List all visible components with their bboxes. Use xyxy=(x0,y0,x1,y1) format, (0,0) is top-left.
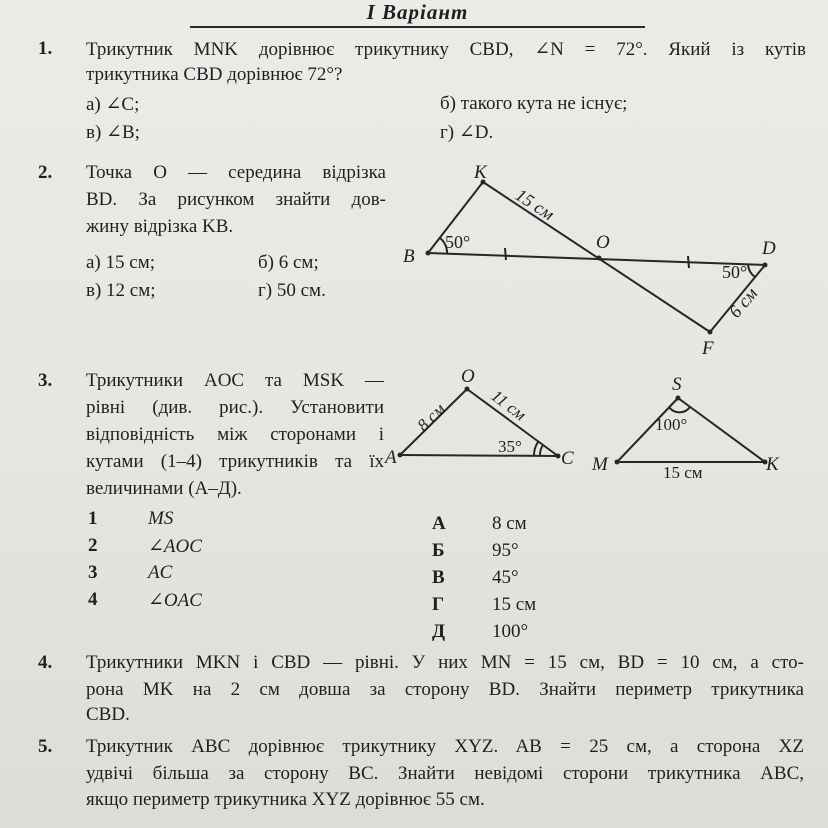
match-item-number: 4 xyxy=(88,589,98,610)
match-item-number: 2 xyxy=(88,535,98,556)
q2-option-a: а) 15 см; xyxy=(86,252,155,273)
answer-value: 45° xyxy=(492,567,519,588)
angle-arc-s xyxy=(669,407,690,412)
label-k3: K xyxy=(766,454,779,475)
answer-value: 100° xyxy=(492,621,529,642)
label-s: S xyxy=(672,374,682,395)
q2-text-line1: Точка O — середина відрізка xyxy=(86,162,386,183)
q1-option-d: г) ∠D. xyxy=(440,122,494,143)
variant-header: I Варіант xyxy=(190,0,645,28)
q1-option-a: а) ∠C; xyxy=(86,94,140,115)
length-label-df: 6 см xyxy=(724,283,762,322)
q5-text-line1: Трикутник ABC дорівнює трикутнику XYZ. AB = 25 см, а сторона XZ xyxy=(86,736,804,757)
answer-value: 8 см xyxy=(492,513,527,534)
q4-text-line1: Трикутники MKN і CBD — рівні. У них MN = 15 см, BD = 10 см, а сто- xyxy=(86,652,804,673)
length-label-mk: 15 см xyxy=(663,463,703,482)
angle-label-c: 35° xyxy=(498,437,522,456)
answer-value: 95° xyxy=(492,540,519,561)
q3-number: 3. xyxy=(38,370,53,391)
q1-option-b: б) такого кута не існує; xyxy=(440,93,628,114)
label-m: M xyxy=(592,454,608,475)
label-k: K xyxy=(474,162,487,183)
angle-arc-c xyxy=(540,445,543,456)
answer-value: 15 см xyxy=(492,594,537,615)
match-item-value: ∠OAC xyxy=(148,590,202,611)
q5-text-line2: удвічі більша за сторону BC. Знайти невідомі сторони трикутника ABC, xyxy=(86,763,804,784)
answer-letter: Г xyxy=(432,594,445,615)
q5-text-line3: якщо периметр трикутника XYZ дорівнює 55 см. xyxy=(86,789,485,810)
q2-text-line3: жину відрізка KB. xyxy=(86,216,234,237)
q2-option-c: в) 12 см; xyxy=(86,280,156,301)
answer-letter: Д xyxy=(432,621,446,642)
label-o3: O xyxy=(461,366,475,387)
q2-number: 2. xyxy=(38,162,53,183)
answer-letter: А xyxy=(432,513,446,534)
match-item-number: 3 xyxy=(88,562,98,583)
label-c: C xyxy=(561,448,574,469)
label-o: O xyxy=(596,232,610,253)
length-label-oc: 11 см xyxy=(487,386,530,425)
q3-text-line4: кутами (1–4) трикутників та їх xyxy=(86,451,384,472)
q4-text-line2: рона MK на 2 см довша за сторону BD. Знайти периметр трикутника xyxy=(86,679,804,700)
q3-text-line2: рівні (див. рис.). Установити xyxy=(86,397,384,418)
segment-sk xyxy=(678,398,765,462)
label-d: D xyxy=(762,238,776,259)
q3-text-line1: Трикутники AOC та MSK — xyxy=(86,370,384,391)
q3-text-line5: величинами (А–Д). xyxy=(86,478,242,499)
angle-label-s: 100° xyxy=(655,415,688,434)
match-item-value: AC xyxy=(148,562,173,583)
q2-text-line2: BD. За рисунком знайти дов- xyxy=(86,189,386,210)
q1-option-c: в) ∠B; xyxy=(86,122,140,143)
match-item-value: MS xyxy=(148,508,174,529)
q2-option-d: г) 50 см. xyxy=(258,280,326,301)
answer-letter: В xyxy=(432,567,445,588)
length-label-ko: 15 см xyxy=(511,184,558,225)
q2-option-b: б) 6 см; xyxy=(258,252,319,273)
match-item-value: ∠AOC xyxy=(148,536,202,557)
answer-letter: Б xyxy=(432,540,445,561)
label-b: B xyxy=(403,246,415,267)
q1-text-line1: Трикутник MNK дорівнює трикутнику CBD, ∠N = 72°. Який із кутів xyxy=(86,39,806,60)
q1-number: 1. xyxy=(38,38,53,59)
match-item-number: 1 xyxy=(88,508,98,529)
label-a: A xyxy=(385,447,397,468)
q1-text-line2: трикутника CBD дорівнює 72°? xyxy=(86,64,343,85)
label-f: F xyxy=(702,338,714,359)
angle-label-d: 50° xyxy=(722,262,748,282)
angle-label-b: 50° xyxy=(445,232,471,252)
q4-text-line3: CBD. xyxy=(86,704,130,725)
q4-number: 4. xyxy=(38,652,53,673)
length-label-ao: 8 см xyxy=(413,399,449,435)
q5-number: 5. xyxy=(38,736,53,757)
angle-arc-c2 xyxy=(534,442,538,456)
q3-text-line3: відповідність між сторонами і xyxy=(86,424,384,445)
